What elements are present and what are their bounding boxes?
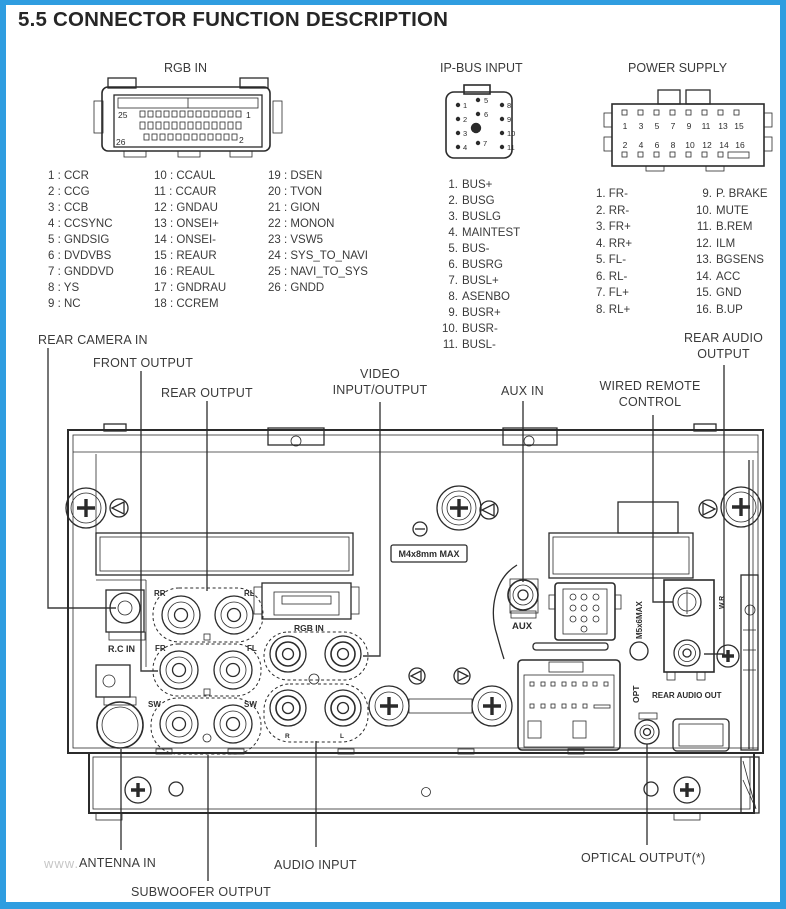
- svg-text:12: 12: [702, 140, 712, 150]
- pin-entry: 19 : DSEN: [268, 170, 323, 182]
- pin-entry: [436, 305, 520, 321]
- pin-label: BUSG: [462, 195, 495, 207]
- pin-entry: 4. RR+: [596, 237, 633, 250]
- pin-entry: 1. FR-: [596, 188, 628, 200]
- round-hole: [630, 642, 648, 660]
- pin-entry: 15 : REAUR: [154, 250, 217, 262]
- pin-number: 11.: [442, 339, 458, 351]
- pin-number: 9.: [702, 188, 712, 200]
- svg-text:14: 14: [719, 140, 729, 150]
- svg-text:2: 2: [463, 115, 468, 124]
- label-subwoofer-output: SUBWOOFER OUTPUT: [131, 885, 272, 899]
- svg-text:16: 16: [735, 140, 745, 150]
- pin-entry: 21 : GION: [268, 202, 320, 214]
- pin-number: 11.: [696, 221, 712, 233]
- rca-jack: [160, 705, 198, 743]
- video-jack: [270, 636, 306, 672]
- label-front-output: FRONT OUTPUT: [93, 356, 194, 370]
- audio-jack: [325, 690, 361, 726]
- connector-diagram-art: [6, 5, 786, 909]
- pin-label: BUSL-: [462, 339, 496, 351]
- leader-lines: [48, 348, 724, 881]
- power-pin-row1-squares: [622, 110, 739, 115]
- label-line: VIDEO: [360, 367, 400, 381]
- svg-text:M4x8mm MAX: M4x8mm MAX: [398, 549, 460, 559]
- pin-entry: [691, 236, 768, 253]
- svg-text:11: 11: [507, 143, 515, 152]
- pin-label: BUSRG: [462, 259, 503, 271]
- pin-label: B.REM: [716, 221, 753, 233]
- pin-entry: [691, 186, 768, 203]
- pin-entry: [436, 257, 520, 273]
- label-aux-in: AUX IN: [501, 384, 544, 398]
- pin-label: BUSL+: [462, 275, 499, 287]
- pin-entry: 12 : GNDAU: [154, 202, 218, 214]
- pin-number: 5.: [448, 243, 458, 255]
- svg-text:3: 3: [463, 129, 468, 138]
- pin-entry: 8 : YS: [48, 282, 80, 294]
- round-hole: [169, 782, 183, 796]
- svg-text:7: 7: [670, 121, 676, 131]
- triangle-mark-icon: [110, 499, 128, 517]
- pin-entry: [436, 193, 520, 209]
- power-pin-list-col2: [691, 186, 768, 318]
- round-hole: [644, 782, 658, 796]
- m5-screw-note: M5x6MAX: [635, 601, 644, 639]
- svg-text:FL: FL: [247, 644, 257, 653]
- video-audio-block: [264, 632, 368, 742]
- audio-jack: [270, 690, 306, 726]
- rgb-corner-26: 26: [116, 137, 126, 147]
- svg-text:RGB IN: RGB IN: [294, 623, 324, 633]
- label-line: INPUT/OUTPUT: [332, 382, 428, 397]
- pin-entry: [436, 273, 520, 289]
- pin-number: 16.: [696, 303, 712, 316]
- rca-jack: [215, 596, 253, 634]
- svg-text:R: R: [285, 733, 290, 740]
- ip-bus-panel-holes: [570, 594, 599, 632]
- harness-pins: [530, 682, 610, 708]
- svg-text:8: 8: [670, 140, 676, 150]
- vent-slot: [533, 643, 608, 650]
- pin-label: GND: [716, 287, 742, 299]
- pin-entry: 13 : ONSEI+: [154, 218, 219, 230]
- pin-entry: [436, 209, 520, 225]
- svg-text:3: 3: [638, 121, 644, 131]
- power-pin-list-col1: [596, 186, 632, 318]
- svg-text:REAR AUDIO OUT: REAR AUDIO OUT: [652, 691, 722, 700]
- pin-entry: 6 : DVDVBS: [48, 250, 112, 262]
- screw-icon: [369, 686, 472, 726]
- minus-hole-icon: [413, 522, 427, 536]
- screw-icon: [66, 488, 106, 528]
- label-rear-audio-output: [676, 331, 771, 362]
- video-jack: [325, 636, 361, 672]
- svg-text:6: 6: [484, 110, 489, 119]
- svg-text:RR: RR: [154, 589, 166, 598]
- pin-number: 6.: [448, 259, 458, 271]
- pin-entry: 2. RR-: [596, 204, 630, 217]
- svg-text:9: 9: [507, 115, 512, 124]
- power-supply-section-title: POWER SUPPLY: [628, 61, 728, 75]
- pin-number: 9.: [448, 307, 458, 319]
- label-video-input-output: [328, 367, 432, 398]
- rgb-pin-list-col3: [268, 168, 368, 296]
- power-supply-connector-drawing: [604, 90, 772, 171]
- svg-text:R.C IN: R.C IN: [108, 644, 135, 654]
- pin-label: P. BRAKE: [716, 188, 768, 200]
- svg-text:6: 6: [654, 140, 660, 150]
- rgb-corner-1: 1: [246, 110, 251, 120]
- pin-entry: 5 : GNDSIG: [48, 234, 110, 246]
- svg-text:10: 10: [507, 129, 516, 138]
- mounting-flange: [89, 749, 759, 820]
- label-line: OUTPUT: [697, 346, 750, 361]
- pin-entry: 3 : CCB: [48, 202, 89, 214]
- pin-entry: 6. RL-: [596, 270, 628, 283]
- pin-label: ACC: [716, 270, 741, 283]
- svg-text:9: 9: [686, 121, 692, 131]
- pin-entry: [436, 177, 520, 193]
- pin-entry: [436, 225, 520, 241]
- pin-entry: 26 : GNDD: [268, 282, 325, 294]
- label-rear-camera-in: REAR CAMERA IN: [38, 333, 148, 347]
- pin-entry: 4 : CCSYNC: [48, 218, 113, 230]
- ip-bus-panel-connector: [549, 583, 621, 640]
- label-line: CONTROL: [618, 394, 682, 409]
- triangle-mark-icon: [699, 500, 717, 518]
- pin-entry: 14 : ONSEI-: [154, 234, 216, 246]
- label-audio-input: AUDIO INPUT: [274, 858, 357, 872]
- rca-jack: [160, 651, 198, 689]
- pin-label: BUSR+: [462, 307, 501, 319]
- pin-number: 3.: [448, 211, 458, 223]
- pin-label: ILM: [716, 237, 736, 250]
- antenna-jack: [96, 665, 143, 748]
- rgb-pin-list-col2: [154, 168, 226, 312]
- screw-icon: [717, 645, 739, 667]
- svg-text:5: 5: [654, 121, 660, 131]
- svg-text:10: 10: [685, 140, 695, 150]
- pin-entry: 1 : CCR: [48, 170, 89, 182]
- rgb-in-panel-connector: [254, 583, 359, 633]
- label-line: REAR AUDIO: [683, 331, 764, 345]
- triangle-mark-icon: [454, 668, 470, 684]
- pin-entry: 11 : CCAUR: [154, 186, 217, 198]
- pin-entry: [691, 203, 768, 220]
- power-pin-row2-squares: [622, 152, 749, 158]
- screw-icon: [674, 777, 700, 803]
- rear-camera-jack: [106, 590, 145, 654]
- label-rear-output: REAR OUTPUT: [161, 386, 253, 400]
- screw-icon: [721, 487, 761, 527]
- triangle-mark-icon: [409, 668, 425, 684]
- pin-entry: [691, 285, 768, 302]
- m4-screw-note: [391, 545, 467, 562]
- label-line: WIRED REMOTE: [599, 379, 701, 393]
- pin-entry: 7 : GNDDVD: [48, 266, 114, 278]
- pin-entry: 24 : SYS_TO_NAVI: [268, 250, 368, 262]
- pin-label: ASENBO: [462, 291, 510, 303]
- svg-text:8: 8: [507, 101, 512, 110]
- svg-text:2: 2: [622, 140, 628, 150]
- pin-entry: [691, 302, 768, 319]
- pin-number: 14.: [696, 270, 712, 283]
- pin-entry: 3. FR+: [596, 221, 631, 233]
- watermark: www.: [44, 856, 80, 871]
- rca-output-block: [148, 588, 263, 754]
- pin-entry: 20 : TVON: [268, 186, 323, 198]
- pin-entry: 2 : CCG: [48, 186, 90, 198]
- pin-entry: [691, 252, 768, 269]
- pin-label: MAINTEST: [462, 227, 521, 239]
- svg-text:FR: FR: [155, 644, 166, 653]
- pin-entry: 7. FL+: [596, 287, 629, 299]
- pin-number: 8.: [448, 291, 458, 303]
- pin-label: BUS-: [462, 243, 490, 255]
- pin-number: 13.: [696, 254, 712, 266]
- svg-text:L: L: [340, 733, 344, 740]
- pin-number: 4.: [448, 227, 458, 239]
- pin-label: BGSENS: [716, 254, 764, 266]
- pin-number: 7.: [448, 275, 458, 287]
- pin-entry: 5. FL-: [596, 254, 627, 266]
- rca-jack: [162, 596, 200, 634]
- svg-text:AUX: AUX: [512, 621, 533, 632]
- rgb-in-connector-drawing: [94, 78, 282, 157]
- wired-remote-block: [652, 580, 739, 700]
- pin-number: 12.: [696, 237, 712, 250]
- aux-jack: [493, 565, 538, 659]
- ip-bus-section-title: IP-BUS INPUT: [440, 61, 523, 75]
- pin-entry: [436, 337, 520, 353]
- pin-label: BUSR-: [462, 323, 498, 335]
- svg-text:SW: SW: [244, 700, 257, 709]
- pin-label: B.UP: [716, 303, 743, 316]
- pin-entry: [436, 321, 520, 337]
- pin-label: BUSLG: [462, 211, 501, 223]
- svg-text:1: 1: [463, 101, 468, 110]
- pin-entry: 10 : CCAUL: [154, 170, 216, 182]
- pin-number: 1.: [448, 179, 458, 191]
- rca-jack: [214, 651, 252, 689]
- rca-jack: [214, 705, 252, 743]
- pin-label: MUTE: [716, 204, 749, 217]
- svg-text:15: 15: [734, 121, 744, 131]
- pin-entry: 16 : REAUL: [154, 266, 215, 278]
- triangle-mark-icon: [480, 501, 498, 519]
- round-hole: [422, 788, 431, 797]
- svg-text:SW: SW: [148, 700, 161, 709]
- rgb-pin-list-col1: [48, 168, 114, 312]
- label-wired-remote-control: [594, 379, 706, 410]
- screw-icon: [472, 686, 512, 726]
- svg-text:OPT: OPT: [631, 685, 641, 703]
- svg-text:7: 7: [483, 139, 488, 148]
- svg-text:5: 5: [484, 96, 489, 105]
- pin-entry: 9 : NC: [48, 298, 81, 310]
- pin-entry: [436, 241, 520, 257]
- wiring-harness-connector: [518, 660, 620, 750]
- rgb-corner-2: 2: [239, 135, 244, 145]
- svg-text:13: 13: [718, 121, 728, 131]
- svg-text:11: 11: [701, 121, 711, 131]
- pin-entry: [691, 269, 768, 286]
- pin-entry: 22 : MONON: [268, 218, 335, 230]
- ip-bus-connector-drawing: [446, 85, 515, 158]
- pin-entry: 18 : CCREM: [154, 298, 219, 310]
- pin-number: 15.: [696, 287, 712, 299]
- screw-icon: [437, 486, 481, 530]
- power-pin-numbers: [623, 121, 745, 150]
- rgb-corner-25: 25: [118, 110, 128, 120]
- pin-entry: 25 : NAVI_TO_SYS: [268, 266, 368, 278]
- rgb-in-section-title: RGB IN: [164, 61, 208, 75]
- pin-entry: 23 : VSW5: [268, 234, 323, 246]
- svg-text:4: 4: [463, 143, 468, 152]
- svg-text:RL: RL: [244, 589, 255, 598]
- page-title: 5.5 CONNECTOR FUNCTION DESCRIPTION: [18, 8, 449, 31]
- pin-entry: 8. RL+: [596, 303, 631, 316]
- pin-entry: 17 : GNDRAU: [154, 282, 227, 294]
- pin-number: 10.: [696, 204, 712, 217]
- ip-bus-pin-list: [436, 177, 520, 353]
- label-optical-output: OPTICAL OUTPUT(*): [581, 851, 706, 865]
- svg-text:W.R: W.R: [719, 595, 726, 609]
- svg-text:1: 1: [622, 121, 628, 131]
- rgb-pin-grid: [140, 111, 241, 140]
- pin-entry: [691, 219, 768, 236]
- pin-label: BUS+: [462, 179, 493, 191]
- pin-number: 2.: [448, 195, 458, 207]
- screw-icon: [125, 777, 151, 803]
- label-antenna-in: ANTENNA IN: [79, 856, 157, 870]
- pin-entry: [436, 289, 520, 305]
- ip-bus-pin-numbers: [463, 96, 515, 152]
- pin-number: 10.: [442, 323, 458, 335]
- svg-text:4: 4: [638, 140, 644, 150]
